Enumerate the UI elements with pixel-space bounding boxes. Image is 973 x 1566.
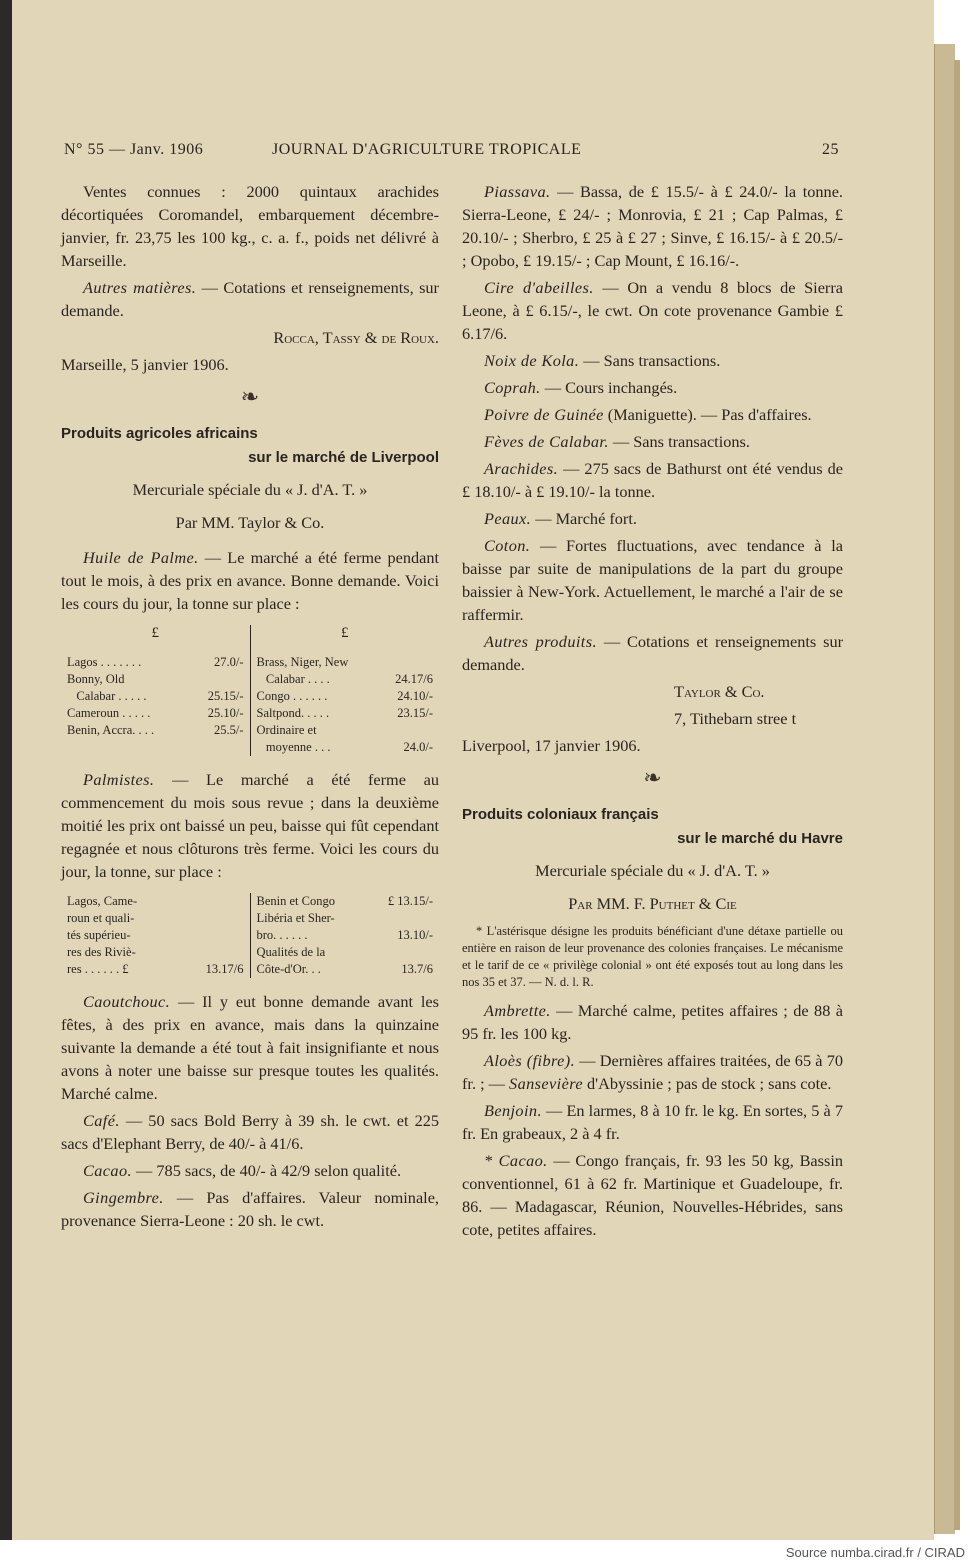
cafe-text: — 50 sacs Bold Berry à 39 sh. le cwt. et 225 sacs d'Elephant Berry, de 40/- à 41/6. xyxy=(61,1111,439,1153)
section-title-havre-line2: sur le marché du Havre xyxy=(677,830,843,847)
section-title-havre-line1: Produits coloniaux français xyxy=(462,806,659,823)
cafe-title: Café. xyxy=(83,1111,120,1130)
table-row xyxy=(257,927,434,944)
huile-palme-price-table xyxy=(61,625,439,756)
caoutchouc-text: — Il y eut bonne demande avant les fêtes, à des prix en avance, mais dans la quinzaine suivante la demande a été tout à fait insignifiante et nous avons à noter une baisse sur presque toutes les qualités. Marché calme. xyxy=(61,992,439,1103)
benjoin-text: — En larmes, 8 à 10 fr. le kg. En sortes, 5 à 7 fr. En grabeaux, 2 à 4 fr. xyxy=(462,1101,843,1143)
table-row xyxy=(67,893,244,910)
table2-left-rows xyxy=(67,893,244,978)
aloes-title: Aloès (fibre). xyxy=(484,1051,576,1070)
mercuriale-liverpool: Mercuriale spéciale du « J. d'A. T. » xyxy=(132,480,368,499)
table-row xyxy=(257,739,434,756)
arachides-paragraph xyxy=(462,457,843,503)
cafe-paragraph xyxy=(61,1109,439,1155)
palmistes-title: Palmistes. xyxy=(83,770,155,789)
coprah-text: — Cours inchangés. xyxy=(540,378,678,397)
gingembre-title: Gingembre. xyxy=(83,1188,164,1207)
table-row xyxy=(257,654,434,671)
cacao-liverpool-text: — 785 sacs, de 40/- à 42/9 selon qualité. xyxy=(131,1161,402,1180)
table-row-name: moyenne . . . xyxy=(256,740,331,754)
caoutchouc-title: Caoutchouc. xyxy=(83,992,171,1011)
table-row-price: 13.17/6 xyxy=(205,962,244,976)
ornament-icon: ❧ xyxy=(643,765,662,790)
palmistes-text: — Le marché a été ferme au commencement du mois sous revue ; dans la deuxième moitié les prix ont baissé un peu, baisse qui fût cependant regagnée et nous clôturons très ferme. Voici les cours du jour, la tonne, sur place : xyxy=(61,770,439,881)
par-puthet: Par MM. F. Puthet & Cie xyxy=(568,894,737,913)
table-row-name: Congo . . . . . . xyxy=(256,689,328,703)
cire-paragraph xyxy=(462,276,843,345)
table-row-name: Calabar . . . . . xyxy=(67,689,147,703)
huile-palme-text: — Le marché a été ferme pendant tout le mois, à des prix en avance. Bonne demande. Voici les cours du jour, la tonne sur place : xyxy=(61,548,439,613)
asterisk-note: * L'astérisque désigne les produits bénéficiant d'une détaxe partielle ou entière en raison de leur provenance des colonies françaises. Le mécanisme et le tarif de ce « privilège colonial » ont été exposés tout au long dans les nos 35 et 37. — N. d. l. R. xyxy=(462,924,843,989)
ambrette-paragraph xyxy=(462,999,843,1045)
piassava-paragraph xyxy=(462,180,843,272)
feves-text: — Sans transactions. xyxy=(608,432,750,451)
table-row-price: 24.0/- xyxy=(403,740,433,754)
section-title-liverpool-line1: Produits agricoles africains xyxy=(61,425,258,442)
cacao-liverpool-title: Cacao. xyxy=(83,1161,132,1180)
cire-text: — On a vendu 8 blocs de Sierra Leone, à £ 6.15/-, le cwt. On cote provenance Gambie £ 6.17/6. xyxy=(462,278,843,343)
table-row-name: res . . . . . . £ xyxy=(67,962,129,976)
piassava-text: — Bassa, de £ 15.5/- à £ 24.0/- la tonne. Sierra-Leone, £ 24/- ; Monrovia, £ 21 ; Cap Palmas, £ 20.10/- ; Sherbro, £ 25 à £ 27 ; Sinve, £ 16.15/- à £ 20.5/- ; Opobo, £ 19.15/- ; Cap Mount, £ 16.16/-. xyxy=(462,182,843,270)
book-spine-edge xyxy=(954,60,960,1530)
table-row xyxy=(67,927,244,944)
table-row xyxy=(257,961,434,978)
table-row xyxy=(257,910,434,927)
peaux-paragraph xyxy=(462,507,843,530)
coprah-title: Coprah. xyxy=(484,378,541,397)
ambrette-text: — Marché calme, petites affaires ; de 88 à 95 fr. les 100 kg. xyxy=(462,1001,843,1043)
caoutchouc-paragraph xyxy=(61,990,439,1105)
table-row-price: 25.5/- xyxy=(213,723,244,737)
sanseviere-text: d'Abyssinie ; pas de stock ; sans cote. xyxy=(582,1074,832,1093)
arachides-title: Arachides. xyxy=(484,459,559,478)
right-column xyxy=(462,180,843,1245)
sanseviere-title: Sansevière xyxy=(509,1074,583,1093)
autres-produits-text: — Cotations et renseignements sur demande. xyxy=(462,632,844,674)
table-row xyxy=(67,944,244,961)
ornament-icon: ❧ xyxy=(240,384,260,409)
signature-rocca: Rocca, Tassy & de Roux. xyxy=(273,328,439,347)
place-date-liverpool: Liverpool, 17 janvier 1906. xyxy=(462,736,641,755)
table2-left xyxy=(61,893,250,978)
table-row xyxy=(257,722,434,739)
table1-left xyxy=(61,625,250,756)
cire-title: Cire d'abeilles. xyxy=(484,278,594,297)
cacao-liverpool-paragraph xyxy=(61,1159,439,1182)
book-spine xyxy=(934,44,955,1534)
feves-paragraph xyxy=(462,430,843,453)
feves-title: Fèves de Calabar. xyxy=(484,432,609,451)
coton-text: — Fortes fluctuations, avec tendance à la baisse par suite de manipulations de la part du groupe baissier à New-York. Actuellement, le marché a l'air de se raffermir. xyxy=(462,536,843,624)
table-row-name: Bonny, Old xyxy=(67,672,125,686)
aloes-paragraph xyxy=(462,1049,843,1095)
ambrette-title: Ambrette. xyxy=(484,1001,551,1020)
autres-produits-title: Autres produits. xyxy=(484,632,597,651)
gingembre-text: — Pas d'affaires. Valeur nominale, provenance Sierra-Leone : 20 sh. le cwt. xyxy=(61,1188,439,1230)
place-date-marseille: Marseille, 5 janvier 1906. xyxy=(61,355,229,374)
table-row xyxy=(67,705,244,722)
left-column xyxy=(61,180,439,1236)
table-row-name: Côte-d'Or. . . xyxy=(256,962,321,976)
header-page-number: 25 xyxy=(822,141,839,158)
par-taylor xyxy=(61,511,439,534)
table-row-name: roun et quali- xyxy=(67,911,135,925)
mercuriale-havre: Mercuriale spéciale du « J. d'A. T. » xyxy=(535,861,770,880)
table-row-price: 25.15/- xyxy=(207,689,244,703)
benjoin-title: Benjoin. xyxy=(484,1101,542,1120)
table1-right-rows xyxy=(257,654,434,756)
table-row xyxy=(257,893,434,910)
currency-label-right: £ xyxy=(341,625,349,641)
scan-binding-edge xyxy=(0,0,12,1540)
cacao-havre-title: * Cacao. xyxy=(484,1151,548,1170)
table-row-name: bro. . . . . . xyxy=(256,928,308,942)
table-row xyxy=(67,671,244,688)
table-row xyxy=(257,671,434,688)
table-row-name: Saltpond. . . . . xyxy=(256,706,330,720)
piassava-title: Piassava. xyxy=(484,182,551,201)
kola-text: — Sans transactions. xyxy=(579,351,721,370)
table2-right xyxy=(250,893,440,978)
autres-matieres-paragraph xyxy=(61,276,439,322)
palmistes-paragraph xyxy=(61,768,439,883)
table-row xyxy=(67,910,244,927)
table-row-name: Cameroun . . . . . xyxy=(67,706,151,720)
autres-matieres-text: — Cotations et renseignements, sur demande. xyxy=(61,278,439,320)
huile-palme-title: Huile de Palme. xyxy=(83,548,199,567)
table-row-price: £ 13.15/- xyxy=(387,894,433,908)
table-row-name: Lagos, Came- xyxy=(67,894,138,908)
benjoin-paragraph xyxy=(462,1099,843,1145)
ventes-paragraph: Ventes connues : 2000 quintaux arachides décortiquées Coromandel, embarquement décembre-janvier, fr. 23,75 les 100 kg., c. a. f., poids net délivré à Marseille. xyxy=(61,182,439,270)
table-row xyxy=(67,688,244,705)
table-row-name: Benin, Accra. . . . xyxy=(67,723,155,737)
table-row-name: Ordinaire et xyxy=(256,723,317,737)
table1-right xyxy=(250,625,440,756)
table-row-name: res des Riviè- xyxy=(67,945,136,959)
table-row-name: Lagos . . . . . . . xyxy=(67,655,142,669)
kola-title: Noix de Kola. xyxy=(484,351,580,370)
table-row xyxy=(257,705,434,722)
table-row-price: 24.17/6 xyxy=(395,672,433,686)
table-row xyxy=(67,654,244,671)
table-row xyxy=(67,722,244,739)
table-row-price: 27.0/- xyxy=(213,655,244,669)
aloes-text: — Dernières affaires traitées, de 65 à 70 fr. ; — xyxy=(462,1051,843,1093)
header-issue: N° 55 — Janv. 1906 xyxy=(64,141,204,158)
table-row-name: Calabar . . . . xyxy=(256,672,330,686)
address-taylor: 7, Tithebarn stree t xyxy=(674,709,797,728)
section-title-liverpool-line2: sur le marché de Liverpool xyxy=(248,449,439,466)
table-row-name: Qualités de la xyxy=(256,945,326,959)
coprah-paragraph xyxy=(462,376,843,399)
table-row-price: 13.7/6 xyxy=(401,962,433,976)
table-row-name: Benin et Congo xyxy=(256,894,335,908)
peaux-title: Peaux. xyxy=(484,509,532,528)
table-row xyxy=(67,961,244,978)
par-taylor-text: Par MM. Taylor & Co. xyxy=(175,513,325,532)
coton-title: Coton. xyxy=(484,536,531,555)
arachides-text: — 275 sacs de Bathurst ont été vendus de £ 18.10/- à £ 19.10/- la tonne. xyxy=(462,459,843,501)
peaux-text: — Marché fort. xyxy=(531,509,637,528)
header-journal-title: JOURNAL D'AGRICULTURE TROPICALE xyxy=(272,141,582,158)
autres-matieres-title: Autres matières. xyxy=(83,278,197,297)
table2-right-rows xyxy=(257,893,434,978)
table-row-price: 25.10/- xyxy=(207,706,244,720)
huile-palme-paragraph xyxy=(61,546,439,615)
source-credit: Source numba.cirad.fr / CIRAD xyxy=(785,1545,965,1560)
table-row-price: 13.10/- xyxy=(397,928,433,942)
table-row-price: 24.10/- xyxy=(397,689,433,703)
poivre-title: Poivre de Guinée xyxy=(484,405,604,424)
coton-paragraph xyxy=(462,534,843,626)
poivre-text: (Maniguette). — Pas d'affaires. xyxy=(603,405,812,424)
palmistes-price-table xyxy=(61,893,439,978)
poivre-paragraph xyxy=(462,403,843,426)
table-row xyxy=(257,944,434,961)
signature-taylor: Taylor & Co. xyxy=(674,682,765,701)
cacao-havre-text: — Congo français, fr. 93 les 50 kg, Bassin conventionnel, 61 à 62 fr. Martinique et Guadeloupe, fr. 86. — Madagascar, Réunion, Nouvelles-Hébrides, sans cote, petites affaires. xyxy=(462,1151,843,1239)
table1-left-rows xyxy=(67,654,244,739)
cacao-havre-paragraph xyxy=(462,1149,843,1241)
table-row-name: tés supérieu- xyxy=(67,928,131,942)
gingembre-paragraph xyxy=(61,1186,439,1232)
table-row-name: Brass, Niger, New xyxy=(256,655,349,669)
table-row-price: 23.15/- xyxy=(397,706,433,720)
table-row-name: Libéria et Sher- xyxy=(256,911,335,925)
kola-paragraph xyxy=(462,349,843,372)
autres-produits-paragraph xyxy=(462,630,843,676)
currency-label-left: £ xyxy=(151,625,159,641)
table-row xyxy=(257,688,434,705)
